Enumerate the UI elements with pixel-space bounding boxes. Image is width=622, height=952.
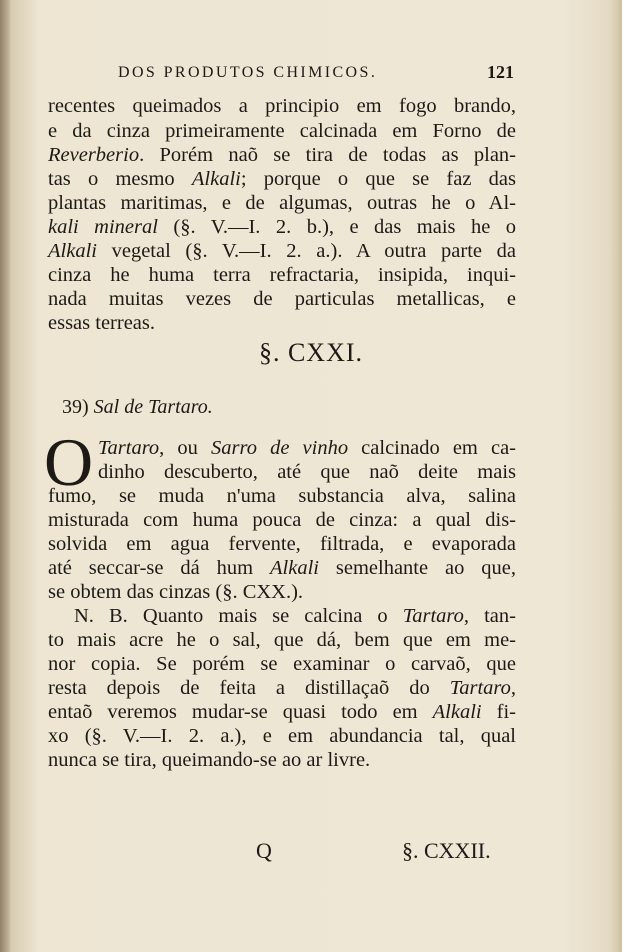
text-line: recentes queimados a principio em fogo brando, xyxy=(48,95,516,117)
signature-mark: Q xyxy=(256,838,272,863)
text-line: entaõ veremos mudar-se quasi todo em Alkali fi- xyxy=(48,701,517,723)
text-line: solvida em agua fervente, filtrada, e evaporada xyxy=(48,533,516,555)
text-line: até seccar-se dá hum Alkali semelhante ao que, xyxy=(48,557,516,579)
subheading-number: 39) xyxy=(62,396,89,418)
text-line: se obtem das cinzas (§. CXX.). xyxy=(48,581,304,603)
text-line: dinho descuberto, até que naõ deite mais xyxy=(98,461,516,483)
page-number: 121 xyxy=(487,62,514,82)
text-line: Reverberio. Porém naõ se tira de todas as plan- xyxy=(48,144,516,166)
section-heading: §. CXXI. xyxy=(258,338,364,367)
text-line: Alkali vegetal (§. V.—I. 2. a.). A outra parte da xyxy=(48,240,516,262)
catchword: §. CXXII. xyxy=(402,838,491,863)
drop-cap: O xyxy=(44,424,94,500)
page-header xyxy=(48,60,516,94)
text-line: nunca se tira, queimando-se ao ar livre. xyxy=(48,749,371,771)
text-line: N. B. Quanto mais se calcina o Tartaro, tan- xyxy=(74,605,516,627)
text-line: misturada com huma pouca de cinza: a qual dis- xyxy=(48,509,516,531)
text-line: resta depois de feita a distillaçaõ do Tartaro, xyxy=(48,677,516,699)
text-line: Tartaro, ou Sarro de vinho calcinado em ca- xyxy=(98,437,517,459)
text-line: xo (§. V.—I. 2. a.), e em abundancia tal, qual xyxy=(48,725,516,747)
running-head: DOS PRODUTOS CHIMICOS. xyxy=(118,64,378,81)
binding-shadow xyxy=(0,0,10,952)
text-line: cinza he huma terra refractaria, insipida, inqui- xyxy=(48,264,516,286)
text-line: fumo, se muda n'uma substancia alva, salina xyxy=(48,485,516,507)
subheading-title: Sal de Tartaro. xyxy=(93,396,213,418)
text-line: tas o mesmo Alkali; porque o que se faz das xyxy=(48,168,516,190)
text-line: e da cinza primeiramente calcinada em Forno de xyxy=(48,120,516,142)
text-line: essas terreas. xyxy=(48,312,156,334)
text-line: nor copia. Se porém se examinar o carvaõ, que xyxy=(48,653,516,675)
text-line: to mais acre he o sal, que dá, bem que em me- xyxy=(48,629,516,651)
text-line: kali mineral (§. V.—I. 2. b.), e das mais he o xyxy=(48,216,517,238)
text-line: plantas maritimas, e de algumas, outras he o Al- xyxy=(48,192,516,214)
section-subheading xyxy=(62,396,213,419)
text-line: nada muitas vezes de particulas metallicas, e xyxy=(48,288,516,310)
